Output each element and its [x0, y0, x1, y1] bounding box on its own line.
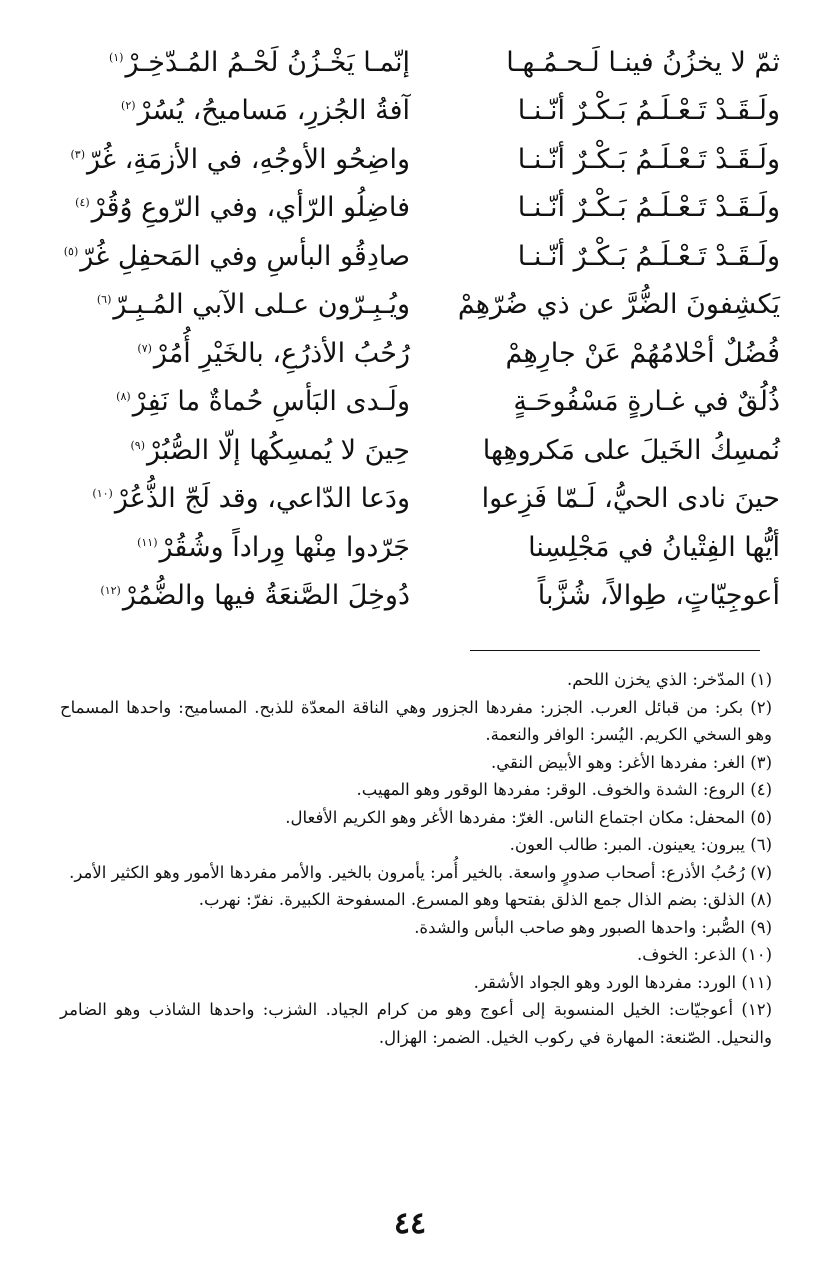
- footnote-reference: (٣): [70, 147, 85, 161]
- verse-second-text: دُوخِلَ الصَّنعَةُ فيها والضُّمُرْ: [122, 580, 410, 612]
- footnote-reference: (٨): [116, 390, 131, 404]
- verse-line: [40, 523, 780, 572]
- verse-second-text: واضِحُو الأوجُهِ، في الأزمَةِ، غُرّ: [86, 143, 410, 175]
- footnote-number: (٥): [750, 807, 772, 827]
- verse-second-hemistich: [40, 337, 410, 369]
- footnote-text: بكر: من قبائل العرب. الجزر: مفردها الجزور وهي الناقة المعدّة للذبح. المساميح: واحدها المسماح وهو السخي الكريم. اليُسر: الوافر والنعمة.: [60, 697, 772, 744]
- footnote-text: أعوجيّات: الخيل المنسوبة إلى أعوج وهو من كرام الجياد. الشزب: واحدها الشاذب وهو الضامر والنحيل. الصّنعة: المهارة في ركوب الخيل. الضمر: الهزال.: [60, 1000, 772, 1047]
- verse-first-hemistich: يَكشِفونَ الضُّرَّ عن ذي ضُرّهِمْ: [457, 289, 780, 321]
- verse-first-hemistich: حينَ نادى الحيُّ، لَـمّا فَزِعوا: [481, 483, 780, 515]
- verse-second-hemistich: [40, 95, 410, 127]
- footnote-text: الروع: الشدة والخوف. الوقر: مفردها الوقور وهو المهيب.: [356, 780, 745, 799]
- verse-second-text: إنّمـا يَخْـزُنُ لَحْـمُ المُـدّخِـرْ: [125, 46, 410, 78]
- verse-first-hemistich: ولَـقَـدْ تَـعْـلَـمُ بَـكْـرٌ أنّـنـا: [517, 240, 780, 272]
- verse-line: [40, 232, 780, 281]
- verse-line: [40, 329, 780, 378]
- footnote-text: الصُّبر: واحدها الصبور وهو صاحب البأس والشدة.: [414, 917, 745, 937]
- footnote-text: الذلق: بضم الذال جمع الذلق بفتحها وهو المسرع. المسفوحة الكبيرة. نفرّ: نهرب.: [198, 890, 745, 909]
- verse-second-hemistich: [40, 434, 410, 466]
- footnote-reference: (١): [108, 50, 124, 64]
- footnote-item: [60, 914, 772, 942]
- footnote-text: رُحُبُ الأذرع: أصحاب صدورٍ واسعة. بالخير أُمر: يأمرون بالخير. والأمر مفردها الأمور وهو الكثير الأمر.: [69, 862, 745, 882]
- footnote-divider: [470, 650, 760, 651]
- verse-second-hemistich: [40, 580, 410, 612]
- verse-second-text: ودَعا الدّاعي، وقد لَجّ الذُّعُرْ: [114, 483, 410, 515]
- footnote-item: [60, 886, 772, 914]
- footnotes: [60, 666, 772, 1051]
- verse-first-hemistich: أيُّها الفِتْيانُ في مَجْلِسِنا: [528, 531, 780, 563]
- verse-first-hemistich: ثمّ لا يخزُنُ فينـا لَـحـمُـهـا: [506, 46, 780, 78]
- verse-second-hemistich: [40, 289, 410, 321]
- footnote-item: [60, 749, 772, 777]
- footnote-reference: (٦): [96, 293, 112, 307]
- verse-line: [40, 378, 780, 427]
- footnote-reference: (١٢): [100, 584, 121, 598]
- verse-second-hemistich: [40, 192, 410, 224]
- verse-first-hemistich: ولَـقَـدْ تَـعْـلَـمُ بَـكْـرٌ أنّـنـا: [517, 143, 780, 175]
- footnote-reference: (١١): [137, 535, 158, 549]
- verse-second-text: حِينَ لا يُمسِكُها إلّا الصُّبُرْ: [147, 434, 410, 466]
- verse-second-text: آفةُ الجُزرِ، مَساميحُ، يُسُرْ: [137, 95, 410, 127]
- footnote-item: [60, 694, 772, 749]
- footnote-reference: (٥): [63, 244, 79, 258]
- verse-line: [40, 38, 780, 87]
- footnote-text: الورد: مفردها الورد وهو الجواد الأشقر.: [473, 972, 737, 992]
- verse-second-text: صادِقُو البأسِ وفي المَحفِلِ غُرّ: [80, 240, 410, 272]
- verse-line: [40, 184, 780, 233]
- verse-second-hemistich: [40, 483, 410, 515]
- verse-line: [40, 281, 780, 330]
- verse-second-text: فاضِلُو الرّأي، وفي الرّوعِ وُقُرْ: [91, 192, 410, 224]
- verse-line: [40, 426, 780, 475]
- footnote-text: يبرون: يعينون. المبر: طالب العون.: [509, 835, 745, 854]
- footnote-number: (٣): [750, 752, 772, 772]
- verse-first-hemistich: ولَـقَـدْ تَـعْـلَـمُ بَـكْـرٌ أنّـنـا: [517, 95, 780, 127]
- footnote-reference: (٢): [121, 99, 136, 113]
- verse-second-text: ويُـبِـرّون عـلى الآبي المُـبِـرّ: [113, 289, 410, 321]
- footnote-text: المحفل: مكان اجتماع الناس. الغرّ: مفردها الأغر وهو الكريم الأفعال.: [285, 807, 745, 827]
- footnote-reference: (٤): [75, 196, 90, 210]
- verse-first-hemistich: ذُلُقٌ في غـارةٍ مَسْفُوحَـةٍ: [513, 386, 780, 418]
- footnote-number: (٧): [750, 862, 772, 882]
- poem-verses: [40, 38, 780, 620]
- footnote-number: (١١): [741, 972, 772, 992]
- footnote-item: [60, 996, 772, 1051]
- footnote-number: (١٢): [741, 1000, 773, 1019]
- footnote-item: [60, 941, 772, 969]
- verse-first-hemistich: أعوجِيّاتٍ، طِوالاً، شُزَّباً: [537, 580, 780, 612]
- footnote-item: [60, 804, 772, 832]
- verse-second-text: رُحُبُ الأذرُعِ، بالخَيْرِ أُمُرْ: [153, 337, 410, 369]
- footnote-item: [60, 831, 772, 859]
- footnote-number: (١): [750, 670, 772, 689]
- footnote-item: [60, 666, 772, 694]
- verse-second-hemistich: [40, 46, 410, 78]
- verse-second-text: جَرّدوا مِنْها وِراداً وشُقُرْ: [159, 531, 410, 563]
- verse-line: [40, 572, 780, 621]
- verse-line: [40, 87, 780, 136]
- footnote-text: المدّخر: الذي يخزن اللحم.: [566, 670, 745, 689]
- verse-first-hemistich: ولَـقَـدْ تَـعْـلَـمُ بَـكْـرٌ أنّـنـا: [517, 192, 780, 224]
- verse-first-hemistich: فُضُلٌ أحْلامُهُمْ عَنْ جارِهِمْ: [505, 337, 780, 369]
- verse-line: [40, 475, 780, 524]
- footnote-number: (٢): [750, 697, 772, 717]
- footnote-item: [60, 776, 772, 804]
- footnote-item: [60, 969, 772, 997]
- footnote-number: (٦): [750, 835, 772, 854]
- footnote-text: الغر: مفردها الأغر: وهو الأبيض النقي.: [490, 752, 745, 772]
- page-number: ٤٤: [393, 1206, 427, 1241]
- footnote-reference: (١٠): [92, 487, 113, 501]
- verse-second-hemistich: [40, 240, 410, 272]
- verse-second-hemistich: [40, 386, 410, 418]
- verse-line: [40, 135, 780, 184]
- footnote-number: (١٠): [741, 945, 772, 964]
- footnote-reference: (٧): [137, 341, 152, 355]
- footnote-reference: (٩): [130, 438, 145, 452]
- footnote-item: [60, 859, 772, 887]
- footnote-number: (٩): [750, 917, 772, 937]
- footnote-number: (٤): [750, 780, 772, 799]
- verse-second-hemistich: [40, 531, 410, 563]
- verse-second-text: ولَـدى البَأسِ حُماةٌ ما نَفِرْ: [132, 386, 410, 418]
- footnote-number: (٨): [750, 890, 772, 909]
- footnote-text: الذعر: الخوف.: [636, 945, 737, 964]
- verse-second-hemistich: [40, 143, 410, 175]
- verse-first-hemistich: نُمسِكُ الخَيلَ على مَكروهِها: [482, 434, 780, 466]
